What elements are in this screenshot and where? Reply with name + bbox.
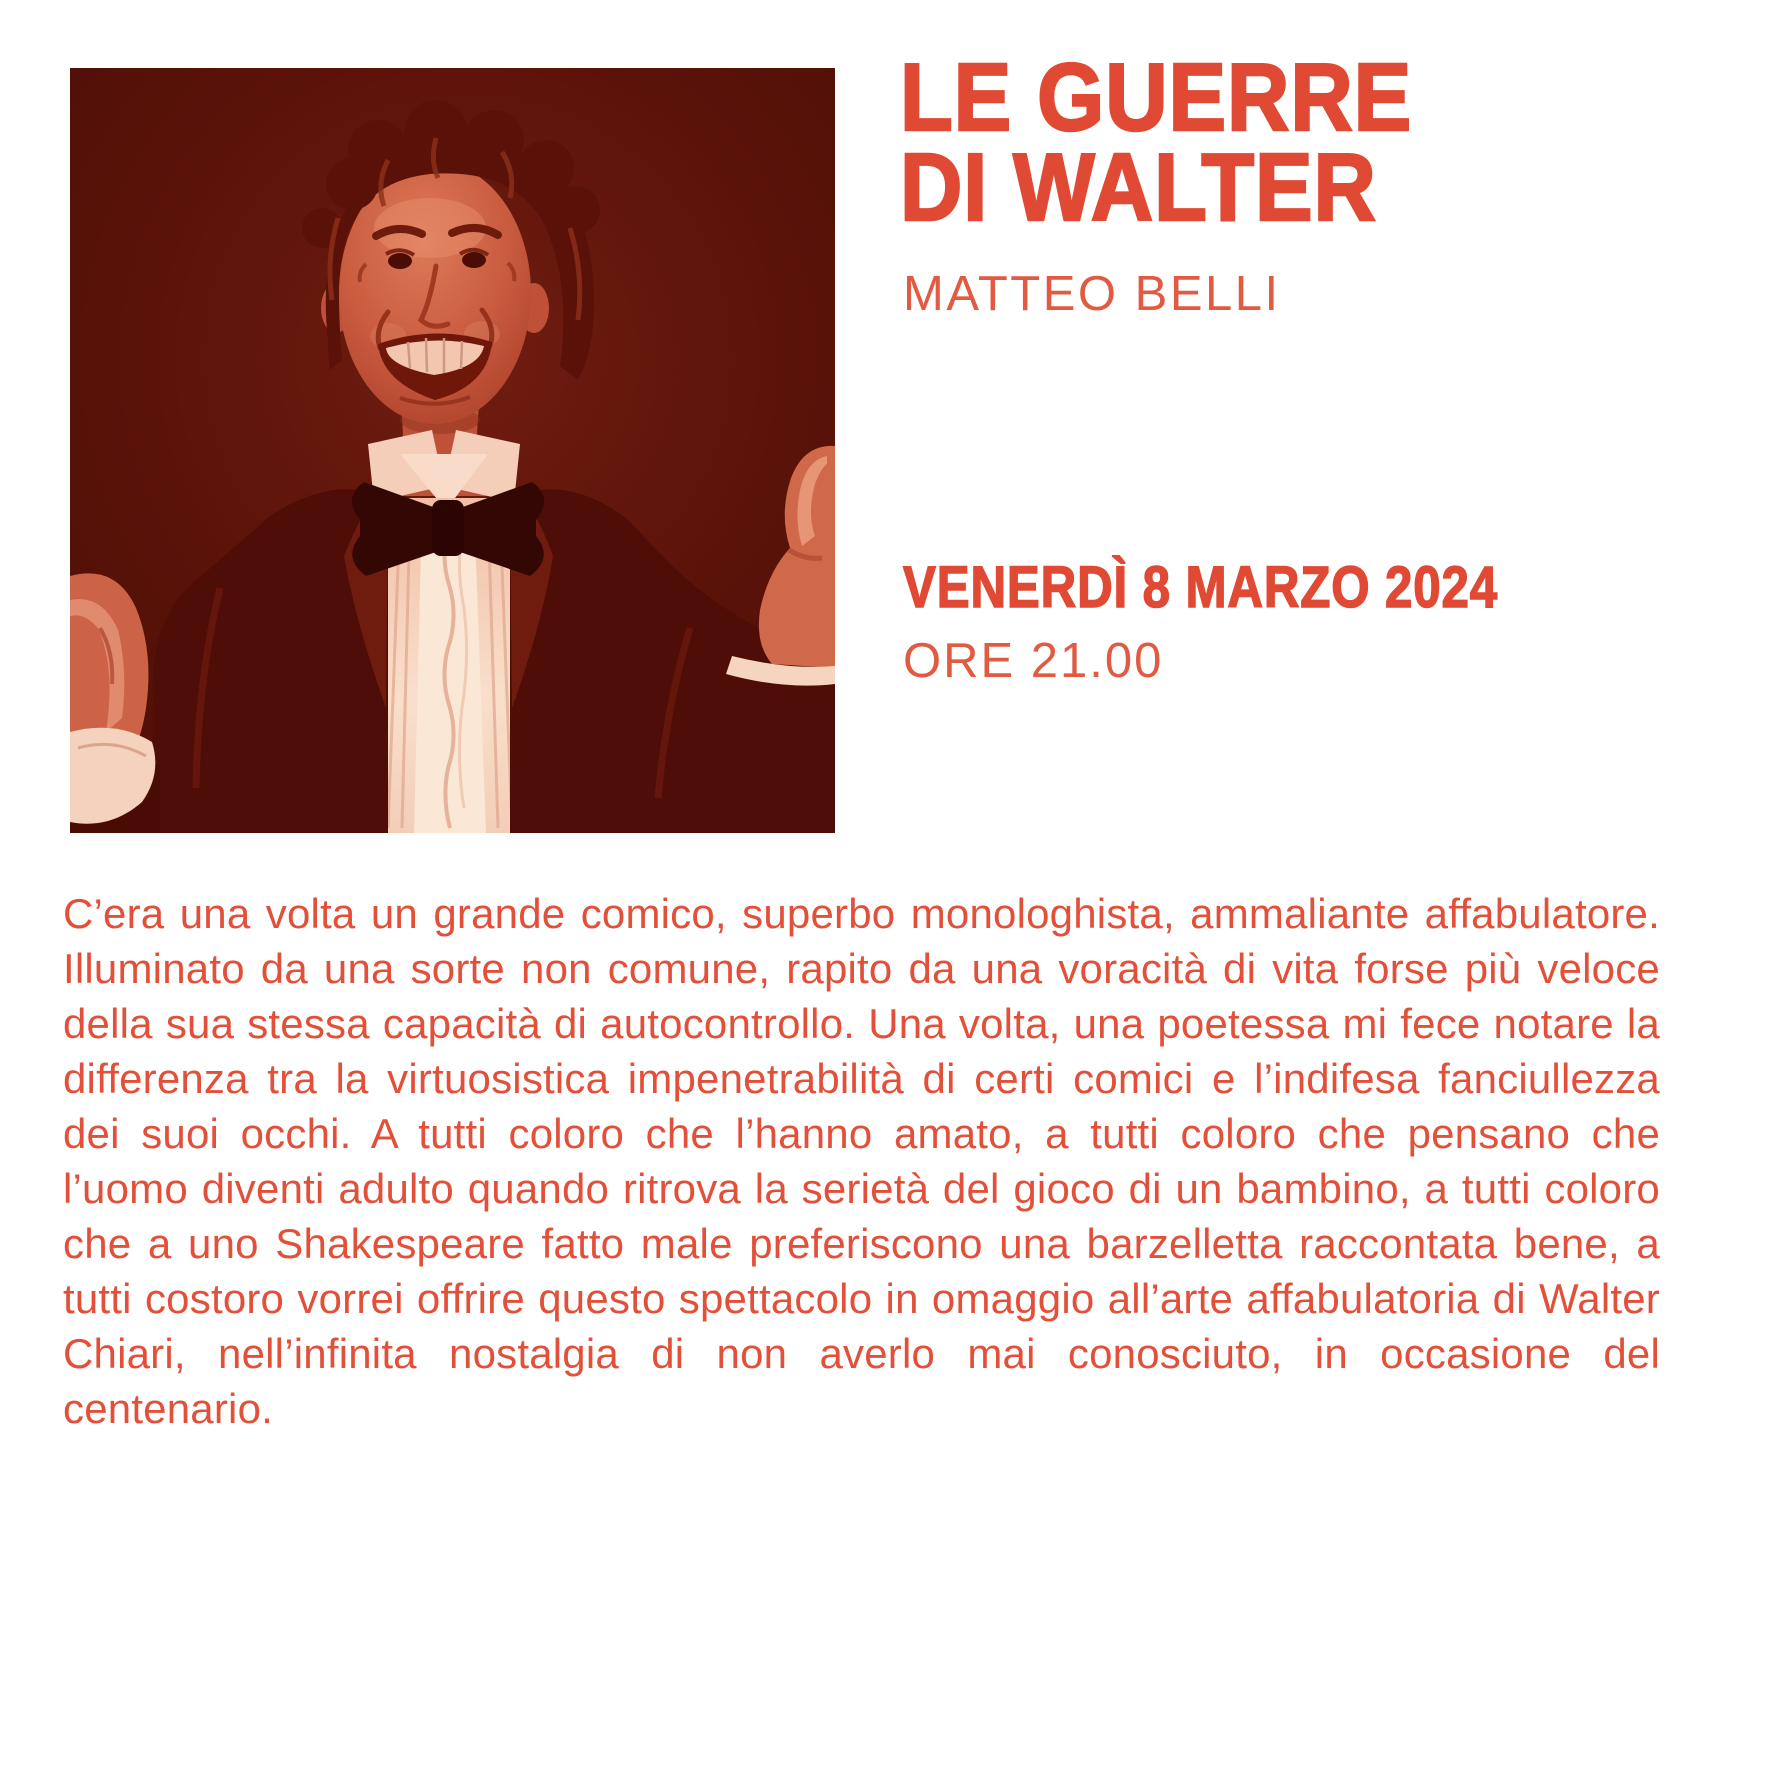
event-description: C’era una volta un grande comico, superbo monologhista, ammaliante affabulatore. Illuminato da una sorte non comune, rapito da una voracità di vita forse più veloce della sua stessa capacità di autocontrollo. Una volta, una poetessa mi fece notare la differenza tra la virtuosistica impenetrabilità di certi comici e l’indifesa fanciullezza dei suoi occhi. A tutti coloro che l’hanno amato, a tutti coloro che pensano che l’uomo diventi adulto quando ritrova la serietà del gioco di un bambino, a tutti coloro che a uno Shakespeare fatto male preferiscono una barzelletta raccontata bene, a tutti costoro vorrei offrire questo spettacolo in omaggio all’arte affabulatoria di Walter Chiari, nell’infinita nostalgia di non averlo mai conosciuto, in occasione del centenario.	[63, 890, 1660, 1432]
event-title-line2: DI WALTER	[900, 134, 1377, 241]
event-date: VENERDÌ 8 MARZO 2024	[903, 555, 1499, 620]
performer-name: MATTEO BELLI	[903, 267, 1281, 321]
event-title	[900, 44, 1413, 241]
event-time: ORE 21.00	[903, 634, 1164, 688]
performer-portrait-duotone	[70, 68, 835, 833]
performer-photo	[70, 68, 835, 833]
event-title-line1: LE GUERRE	[900, 44, 1413, 151]
